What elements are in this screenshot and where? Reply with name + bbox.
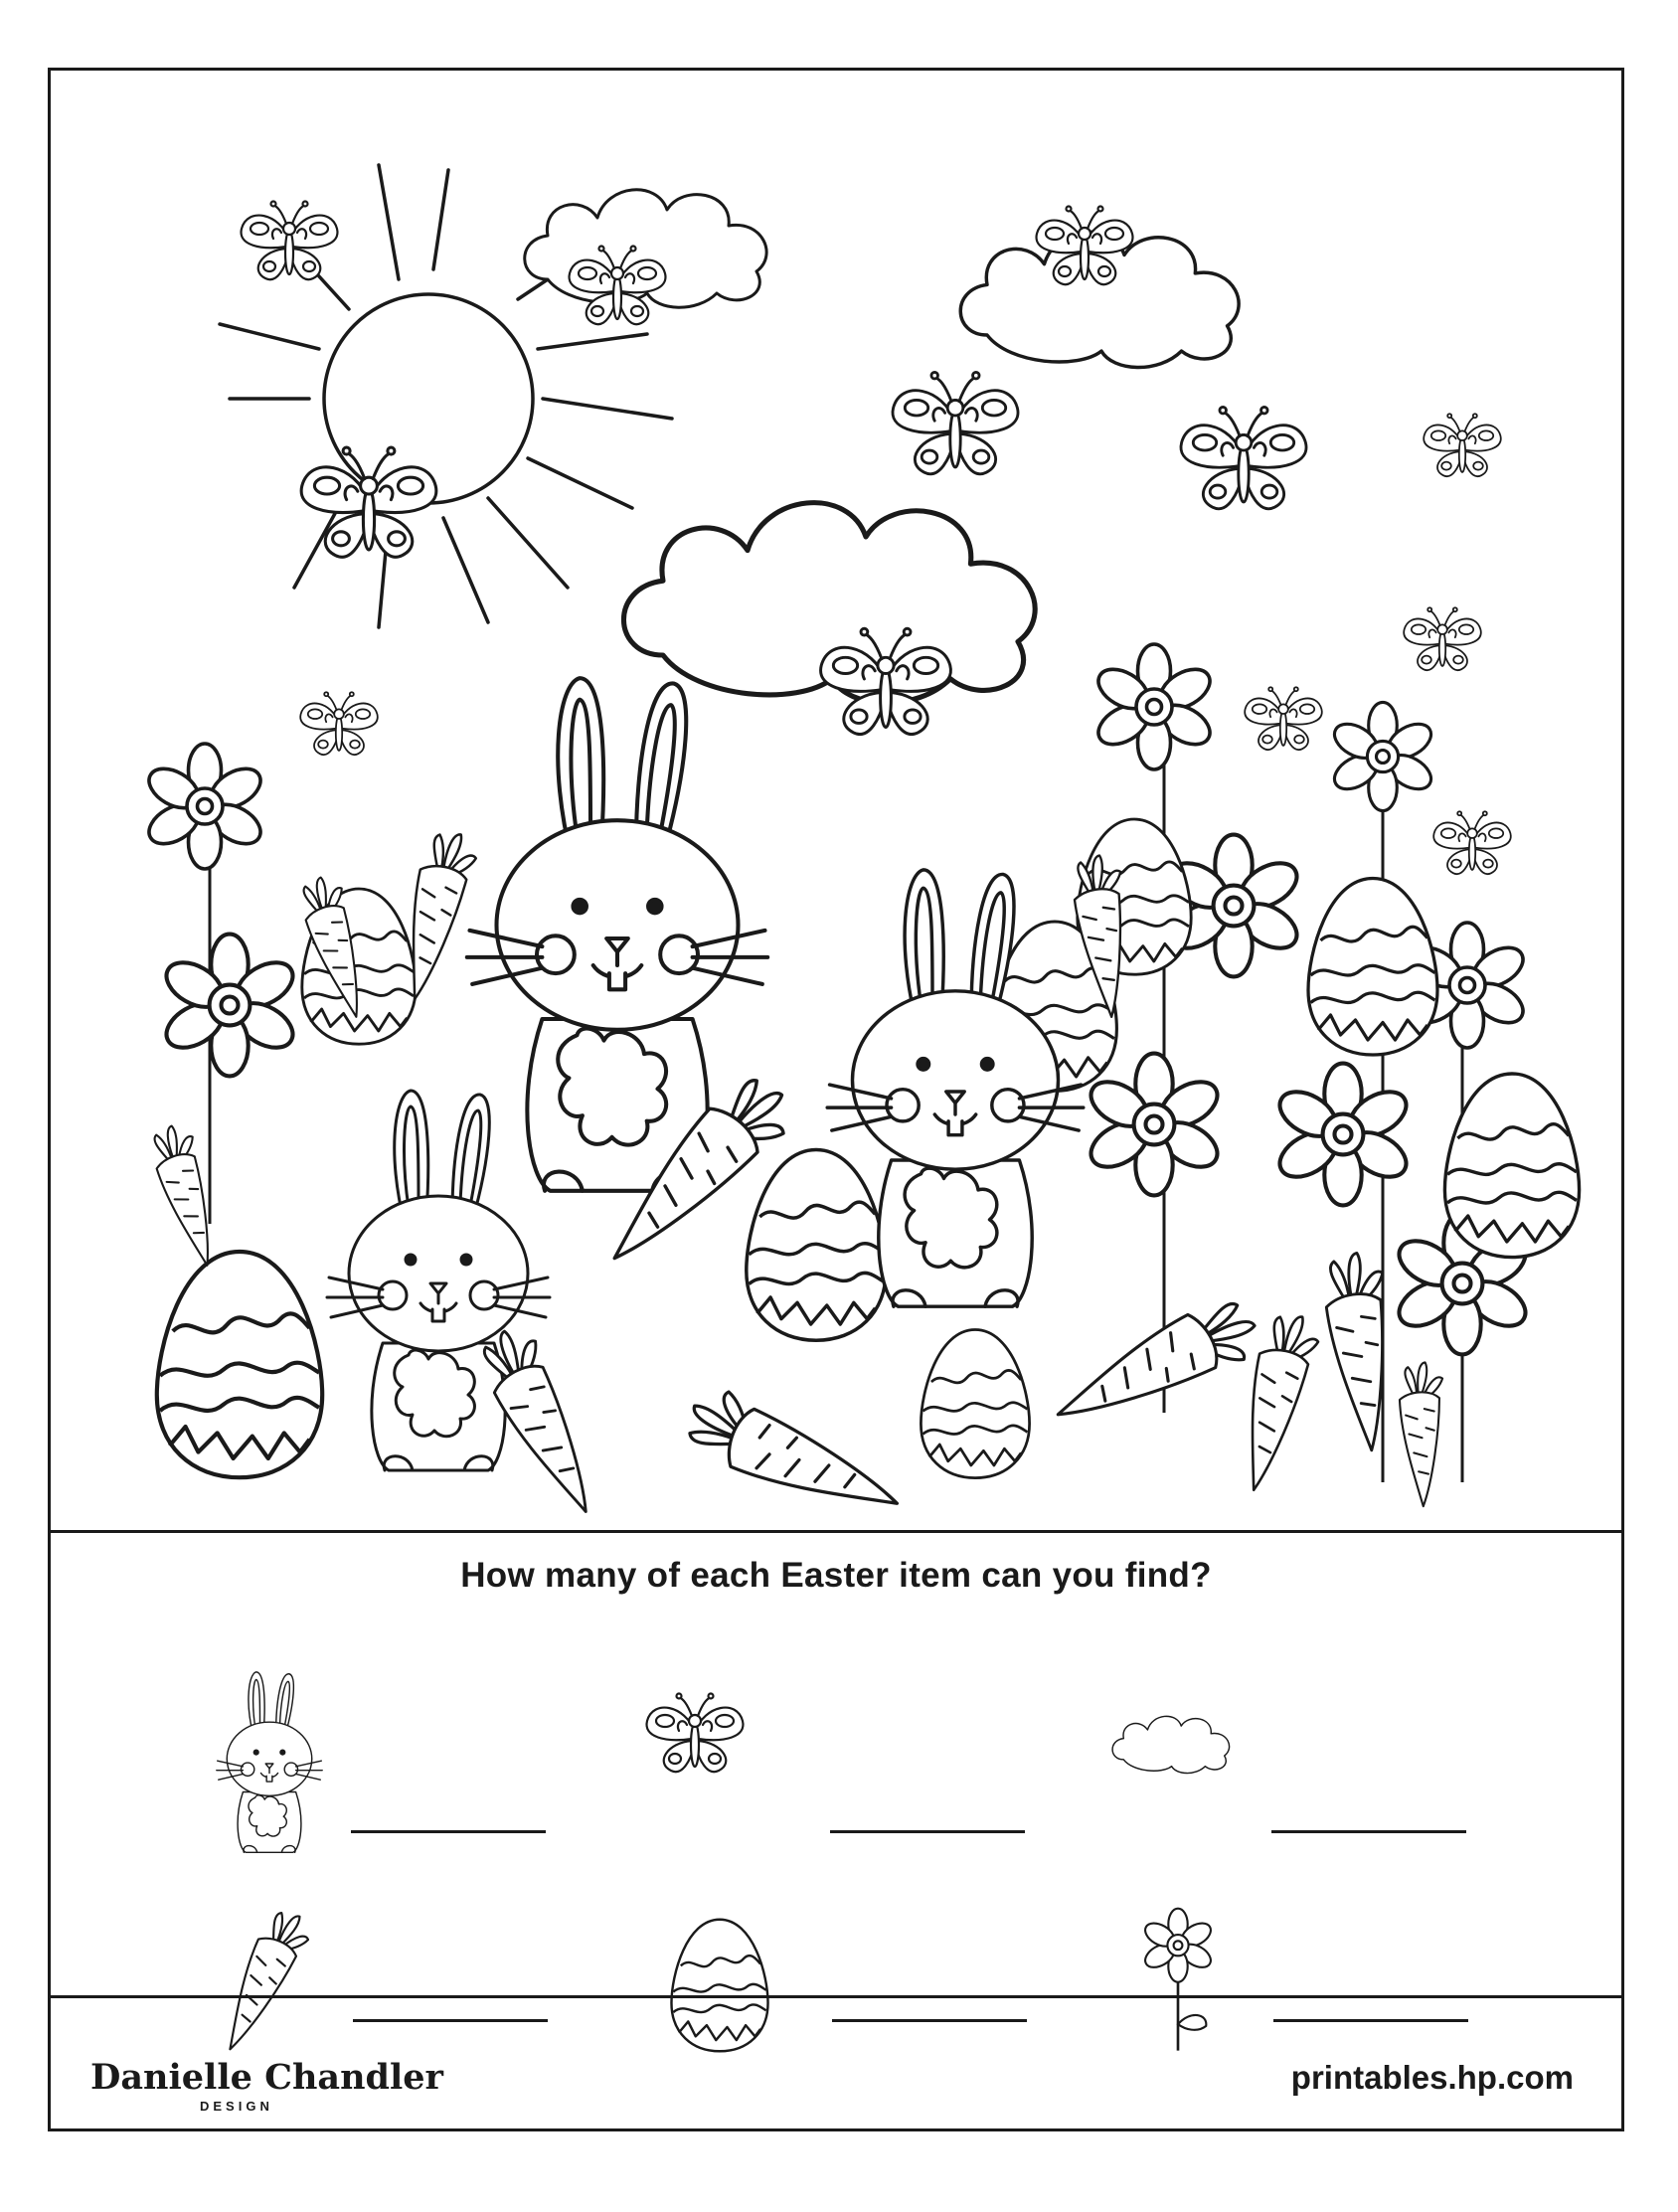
butterfly-icon xyxy=(300,692,378,755)
flower-icon xyxy=(159,935,300,1077)
egg-icon xyxy=(665,1916,774,2055)
scene-divider xyxy=(51,1530,1621,1533)
egg-icon xyxy=(157,1252,322,1477)
butterfly-answer-line[interactable] xyxy=(830,1830,1025,1833)
butterfly-icon xyxy=(1424,414,1501,476)
carrot-icon xyxy=(1318,1250,1413,1454)
site-url[interactable]: printables.hp.com xyxy=(1290,2059,1574,2096)
carrot-icon xyxy=(1236,1310,1322,1496)
butterfly-icon xyxy=(1245,687,1322,750)
carrot-icon xyxy=(1397,1361,1453,1507)
flower-icon xyxy=(1084,1054,1225,1196)
butterfly-icon xyxy=(893,372,1018,473)
flower-icon xyxy=(1091,644,1217,769)
question-text: How many of each Easter item can you find? xyxy=(460,1556,1212,1595)
worksheet-frame xyxy=(48,68,1624,2131)
brand-subtitle: DESIGN xyxy=(200,2099,273,2114)
footer-divider xyxy=(51,1995,1621,1998)
carrot-answer-line[interactable] xyxy=(353,2019,548,2022)
butterfly-icon xyxy=(639,1685,751,1788)
egg-icon xyxy=(921,1330,1029,1478)
butterfly-icon xyxy=(1181,407,1306,508)
butterfly-icon xyxy=(1433,811,1511,874)
egg-icon xyxy=(1308,879,1437,1056)
egg-icon xyxy=(747,1150,886,1341)
flower-icon xyxy=(142,744,267,869)
egg-answer-line[interactable] xyxy=(832,2019,1027,2022)
bunny-icon xyxy=(200,1669,339,1858)
flower-answer-line[interactable] xyxy=(1273,2019,1468,2022)
butterfly-icon xyxy=(242,202,338,280)
carrot-icon xyxy=(1047,1288,1266,1453)
cloud-icon xyxy=(1104,1705,1244,1781)
bunny-answer-line[interactable] xyxy=(351,1830,546,1833)
carrot-icon xyxy=(210,1902,309,2061)
flower-icon xyxy=(1272,1064,1414,1206)
carrot-icon xyxy=(679,1383,913,1525)
brand-logo: Danielle Chandler xyxy=(90,2057,443,2098)
butterfly-icon xyxy=(1404,607,1481,670)
hidden-picture-scene xyxy=(51,71,1621,1530)
carrot-icon xyxy=(144,1120,236,1271)
flower-icon xyxy=(1329,702,1437,810)
egg-icon xyxy=(1444,1074,1579,1258)
cloud-answer-line[interactable] xyxy=(1271,1830,1466,1833)
flower-icon xyxy=(1138,1906,1218,2055)
